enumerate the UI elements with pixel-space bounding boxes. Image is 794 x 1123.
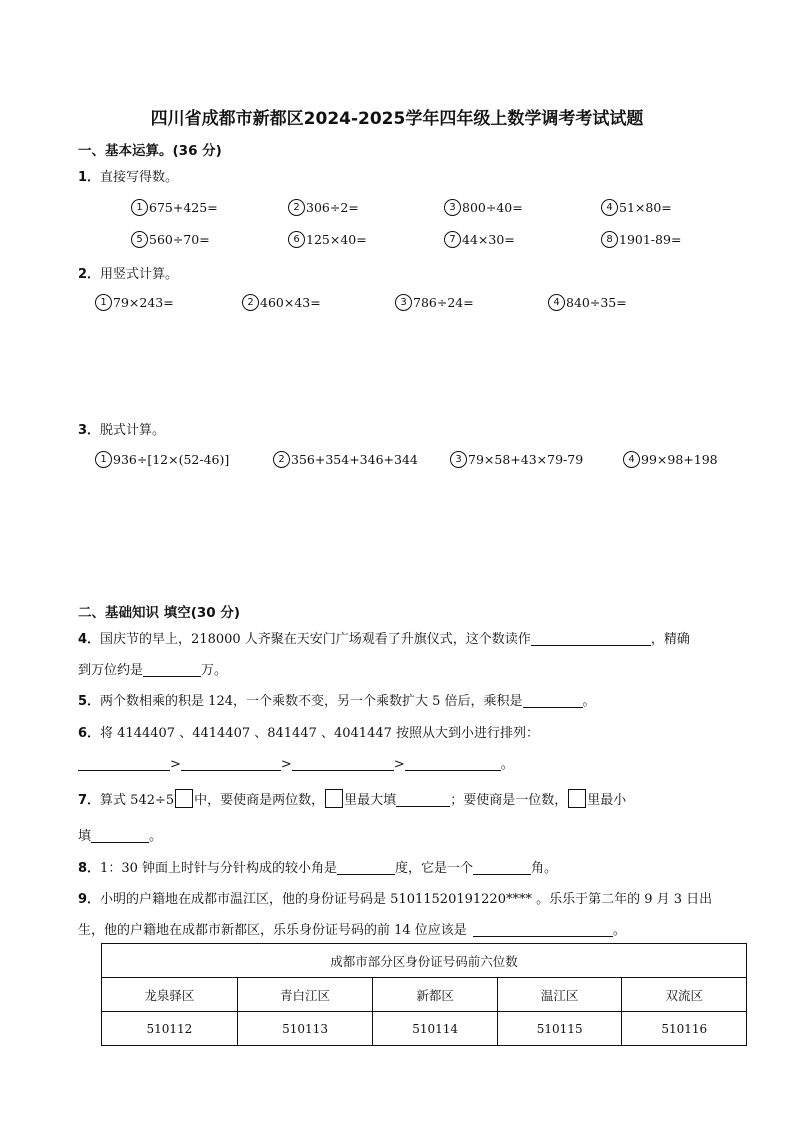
q6-number: 6． [78, 726, 101, 741]
answer-blank[interactable] [143, 662, 201, 677]
question-4-cont [78, 659, 227, 678]
q2-item-expr: 460×43= [260, 295, 321, 310]
q3-text: 脱式计算。 [100, 423, 166, 438]
answer-blank[interactable] [78, 756, 170, 771]
table-row [102, 1012, 747, 1046]
q1-number: 1． [78, 170, 101, 185]
table-header-row [102, 978, 747, 1012]
circled-number: 4 [623, 451, 640, 468]
q1-item-expr: 675+425= [149, 200, 218, 215]
circled-number: 3 [444, 199, 461, 216]
answer-blank[interactable] [531, 631, 651, 646]
table-header-cell: 新都区 [373, 978, 498, 1012]
question-4 [78, 628, 690, 647]
q4-number: 4． [78, 632, 101, 647]
page-title: 四川省成都市新都区2024-2025学年四年级上数学调考考试试题 [150, 109, 644, 129]
q2-text: 用竖式计算。 [100, 267, 179, 282]
q6-text: 将 4144407 、4414407 、841447 、4041447 按照从大到小进行排列： [100, 726, 540, 741]
q3-number: 3． [78, 423, 101, 438]
circled-number: 3 [450, 451, 467, 468]
section1-heading: 一、基本运算。(36 分) [78, 143, 222, 159]
q1-item-8 [601, 231, 681, 248]
q1-item-7 [444, 231, 515, 248]
circled-number: 8 [601, 231, 618, 248]
q9-end: 。 [612, 923, 626, 938]
circled-number: 2 [288, 199, 305, 216]
q2-item-expr: 840÷35= [566, 295, 627, 310]
question-1 [78, 166, 178, 185]
q7-text-e: 里最小 [587, 793, 627, 808]
question-6 [78, 722, 539, 741]
digit-box[interactable] [175, 789, 193, 808]
answer-blank[interactable] [473, 860, 531, 875]
q2-item-2 [242, 294, 321, 311]
q7-number: 7． [78, 793, 101, 808]
q5-text: 两个数相乘的积是 124，一个乘数不变，另一个乘数扩大 5 倍后，乘积是 [100, 694, 523, 709]
table-caption: 成都市部分区身份证号码前六位数 [102, 944, 747, 978]
greater-sign: > [280, 757, 292, 772]
table-cell: 510113 [237, 1012, 373, 1046]
q1-text: 直接写得数。 [100, 170, 179, 185]
question-5 [78, 690, 596, 709]
circled-number: 1 [131, 199, 148, 216]
q7-text-d: ；要使商是一位数， [450, 793, 568, 808]
q3-item-4 [623, 451, 718, 468]
table-cell: 510115 [497, 1012, 622, 1046]
question-9 [78, 888, 712, 907]
q3-item-expr: 99×98+198 [641, 452, 718, 467]
q7-text-b: 中，要使商是两位数， [194, 793, 325, 808]
circled-number: 7 [444, 231, 461, 248]
table-header-cell: 温江区 [497, 978, 622, 1012]
q4-text-cont: 到万位约是 [78, 663, 144, 678]
q2-item-4 [548, 294, 627, 311]
q1-item-expr: 560÷70= [149, 232, 210, 247]
q3-item-expr: 79×58+43×79-79 [468, 452, 584, 467]
greater-sign: > [170, 757, 181, 772]
q1-item-expr: 51×80= [619, 200, 672, 215]
q3-item-expr: 936÷[12×(52-46)] [113, 452, 230, 467]
q8-text-b: 度，它是一个 [395, 861, 474, 876]
q1-item-expr: 800÷40= [462, 200, 523, 215]
circled-number: 4 [601, 199, 618, 216]
answer-blank[interactable] [181, 756, 281, 771]
q1-item-expr: 125×40= [306, 232, 367, 247]
q9-number: 9． [78, 892, 101, 907]
table-caption-row [102, 944, 747, 978]
q5-end: 。 [582, 694, 596, 709]
answer-blank[interactable] [396, 792, 450, 807]
q5-number: 5． [78, 694, 101, 709]
q7-end: 。 [149, 829, 163, 844]
q3-item-expr: 356+354+346+344 [291, 452, 418, 467]
table-header-cell: 青白江区 [237, 978, 373, 1012]
table-header-cell: 双流区 [622, 978, 747, 1012]
q2-item-expr: 786÷24= [413, 295, 474, 310]
greater-sign: > [393, 757, 405, 772]
q2-item-1 [95, 294, 174, 311]
q7-text-c: 里最大填 [344, 793, 397, 808]
question-2 [78, 263, 178, 282]
q2-item-3 [395, 294, 474, 311]
q8-number: 8． [78, 861, 101, 876]
section2-heading: 二、基础知识 填空(30 分) [78, 605, 241, 621]
q1-item-1 [131, 199, 218, 216]
table-cell: 510112 [102, 1012, 238, 1046]
q7-text-f: 填 [78, 829, 92, 844]
circled-number: 2 [273, 451, 290, 468]
q2-number: 2． [78, 267, 101, 282]
q9-text: 小明的户籍地在成都市温江区，他的身份证号码是 51011520191220**** 。乐乐于第二年的 9 月 3 日出 [100, 892, 713, 907]
question-7-cont [78, 825, 162, 844]
table-cell: 510116 [622, 1012, 747, 1046]
q1-item-expr: 1901-89= [619, 232, 682, 247]
q9-text-b: 生，他的户籍地在成都市新都区，乐乐身份证号码的前 14 位应该是 [78, 923, 467, 938]
question-3 [78, 419, 165, 438]
circled-number: 1 [95, 451, 112, 468]
circled-number: 5 [131, 231, 148, 248]
q1-item-5 [131, 231, 210, 248]
q4-text: 国庆节的早上，218000 人齐聚在天安门广场观看了升旗仪式，这个数读作 [100, 632, 531, 647]
question-7 [78, 789, 626, 808]
circled-number: 2 [242, 294, 259, 311]
q8-text: 1：30 钟面上时针与分针构成的较小角是 [100, 861, 337, 876]
question-6-answers [78, 753, 514, 772]
q1-item-6 [288, 231, 367, 248]
q2-item-expr: 79×243= [113, 295, 174, 310]
answer-blank[interactable] [91, 828, 149, 843]
circled-number: 6 [288, 231, 305, 248]
answer-blank[interactable] [292, 756, 394, 771]
q3-item-2 [273, 451, 418, 468]
circled-number: 3 [395, 294, 412, 311]
q1-item-expr: 44×30= [462, 232, 515, 247]
answer-blank[interactable] [523, 693, 583, 708]
table-cell: 510114 [373, 1012, 498, 1046]
question-8 [78, 857, 557, 876]
q1-item-expr: 306÷2= [306, 200, 359, 215]
table-header-cell: 龙泉驿区 [102, 978, 238, 1012]
q1-item-3 [444, 199, 523, 216]
circled-number: 1 [95, 294, 112, 311]
circled-number: 4 [548, 294, 565, 311]
q8-end: 角。 [531, 861, 558, 876]
q4-text-tail: ，精确 [650, 632, 690, 647]
digit-box[interactable] [325, 789, 343, 808]
id-prefix-table [101, 943, 747, 1046]
q7-text: 算式 542÷5 [100, 793, 175, 808]
q1-item-4 [601, 199, 672, 216]
answer-blank[interactable] [473, 922, 613, 937]
q3-item-1 [95, 451, 229, 468]
q3-item-3 [450, 451, 583, 468]
q6-end: 。 [500, 757, 514, 772]
answer-blank[interactable] [405, 756, 501, 771]
q1-item-2 [288, 199, 359, 216]
question-9-cont [78, 919, 626, 938]
q4-unit: 万。 [201, 663, 228, 678]
digit-box[interactable] [568, 789, 586, 808]
answer-blank[interactable] [337, 860, 395, 875]
